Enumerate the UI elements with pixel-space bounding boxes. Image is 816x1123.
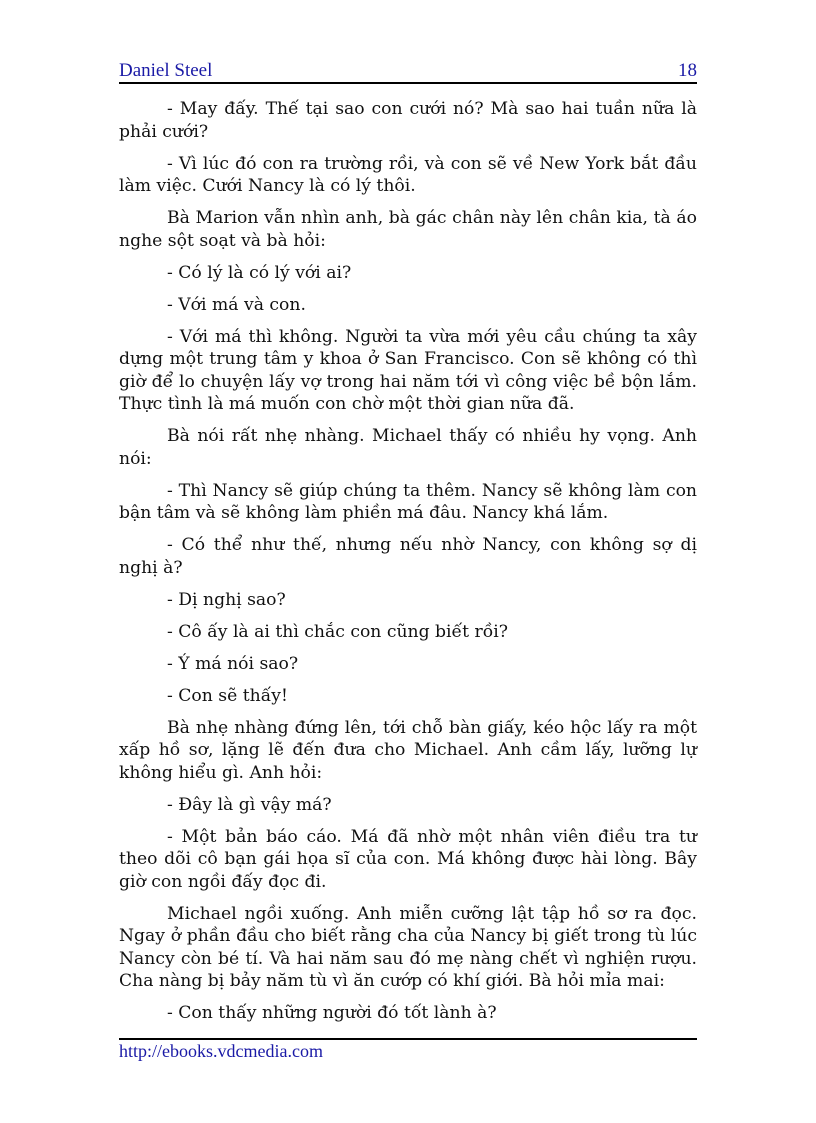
footer-url[interactable]: http://ebooks.vdcmedia.com [119,1041,323,1061]
header-rule [119,82,697,84]
paragraph: - Với má và con. [167,294,306,315]
paragraph: - Vì lúc đó con ra trường rồi, và con sẽ về New York bắt đầu làm việc. Cưới Nancy là có lý thôi. [119,153,697,196]
header-page-number: 18 [678,60,697,81]
paragraph: - Dị nghị sao? [167,589,286,610]
paragraph: - Cô ấy là ai thì chắc con cũng biết rồi? [167,621,508,642]
paragraph: - Con thấy những người đó tốt lành à? [167,1003,497,1023]
paragraph: Bà Marion vẫn nhìn anh, bà gác chân này lên chân kia, tà áo nghe sột soạt và bà hỏi: [119,208,697,251]
paragraph: - Đây là gì vậy má? [167,794,332,815]
paragraph: Michael ngồi xuống. Anh miễn cưỡng lật tập hồ sơ ra đọc. Ngay ở phần đầu cho biết rằng cha của Nancy bị giết trong tù lúc Nancy còn bé tí. Và hai năm sau đó mẹ nàng chết vì nghiện rượu. Cha nàng bị bảy năm tù vì ăn cướp có khí giới. Bà hỏi mỉa mai: [119,903,697,991]
header-author: Daniel Steel [119,60,213,81]
paragraph: - Thì Nancy sẽ giúp chúng ta thêm. Nancy sẽ không làm con bận tâm và sẽ không làm phiền má đâu. Nancy khá lắm. [119,480,697,523]
paragraph: - Có thể như thế, nhưng nếu nhờ Nancy, con không sợ dị nghị à? [119,535,697,578]
page-header [119,58,697,82]
body-text [119,98,697,1034]
paragraph: - Ý má nói sao? [167,653,299,674]
paragraph: - Có lý là có lý với ai? [167,262,352,283]
paragraph: - Một bản báo cáo. Má đã nhờ một nhân viên điều tra tư theo dõi cô bạn gái họa sĩ của con. Má không được hài lòng. Bây giờ con ngồi đấy đọc đi. [119,826,697,892]
paragraph: Bà nhẹ nhàng đứng lên, tới chỗ bàn giấy, kéo hộc lấy ra một xấp hồ sơ, lặng lẽ đến đưa cho Michael. Anh cầm lấy, lưỡng lự không hiểu gì. Anh hỏi: [119,717,697,783]
paragraph: - May đấy. Thế tại sao con cưới nó? Mà sao hai tuần nữa là phải cưới? [119,99,697,142]
paragraph: - Với má thì không. Người ta vừa mới yêu cầu chúng ta xây dựng một trung tâm y khoa ở San Francisco. Con sẽ không có thì giờ để lo chuyện lấy vợ trong hai năm tới vì công việc bề bộn lắm. Thực tình là má muốn con chờ một thời gian nữa đã. [119,326,697,414]
paragraph: - Con sẽ thấy! [167,685,288,706]
paragraph: Bà nói rất nhẹ nhàng. Michael thấy có nhiều hy vọng. Anh nói: [119,426,697,469]
footer-rule [119,1038,697,1040]
